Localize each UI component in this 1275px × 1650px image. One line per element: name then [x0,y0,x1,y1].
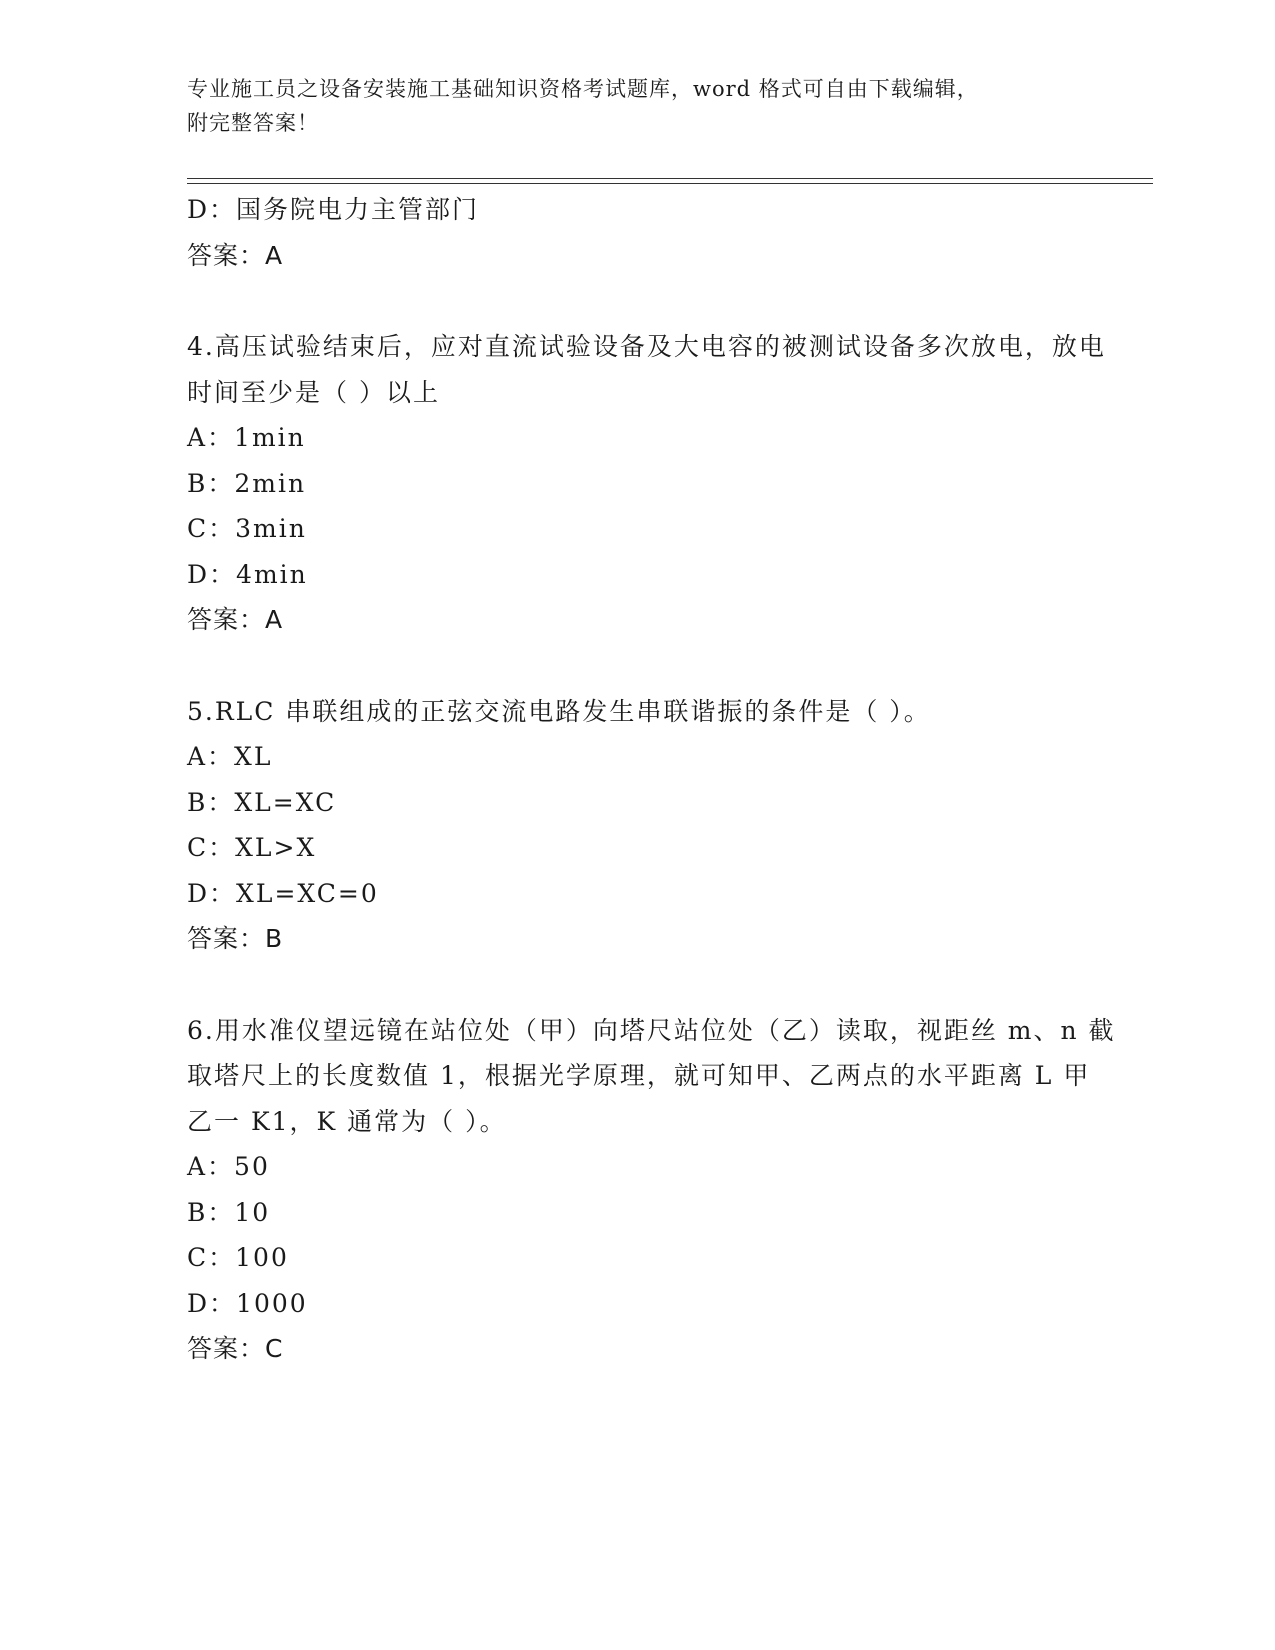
option-b: B：10 [187,1197,271,1227]
answer-line: 答案：A [187,605,284,634]
option-d: D：XL=XC=0 [187,878,379,908]
question-list [187,187,1117,1372]
option-c: C：XL>X [187,833,317,862]
option-c: C：3min [187,514,307,543]
header-line-2: 附完整答案！ [187,111,319,135]
question-stem: 5.RLC 串联组成的正弦交流电路发生串联谐振的条件是（ ）。 [187,696,931,726]
question-stem: 6.用水准仪望远镜在站位处（甲）向塔尺站位处（乙）读取，视距丝 m、n 截取塔尺上的长度数值 1，根据光学原理，就可知甲、乙两点的水平距离 L 甲乙一 K1，K 通常为（ ）。 [187,1015,1116,1136]
option-b: B：XL=XC [187,787,337,817]
option-d: D：国务院电力主管部门 [187,195,480,224]
answer-line: 答案：C [187,1334,284,1363]
option-b: B：2min [187,468,307,498]
option-a: A：XL [187,742,273,771]
header-divider-top [187,178,1153,179]
question-5 [187,689,1117,962]
option-c: C：100 [187,1243,289,1272]
option-d: D：1000 [187,1288,308,1318]
page-header [187,72,1087,140]
option-d: D：4min [187,559,308,589]
question-4 [187,324,1117,643]
question-6 [187,1008,1117,1372]
carryover-block [187,187,1117,278]
question-stem: 4.高压试验结束后，应对直流试验设备及大电容的被测试设备多次放电，放电时间至少是（ ）以上 [187,332,1106,407]
answer-line: 答案：B [187,924,284,953]
answer-line: 答案：A [187,240,284,270]
header-divider-bottom [187,183,1153,184]
option-a: A：50 [187,1152,270,1181]
option-a: A：1min [187,423,306,452]
header-line-1: 专业施工员之设备安装施工基础知识资格考试题库，word 格式可自由下载编辑， [187,77,979,101]
